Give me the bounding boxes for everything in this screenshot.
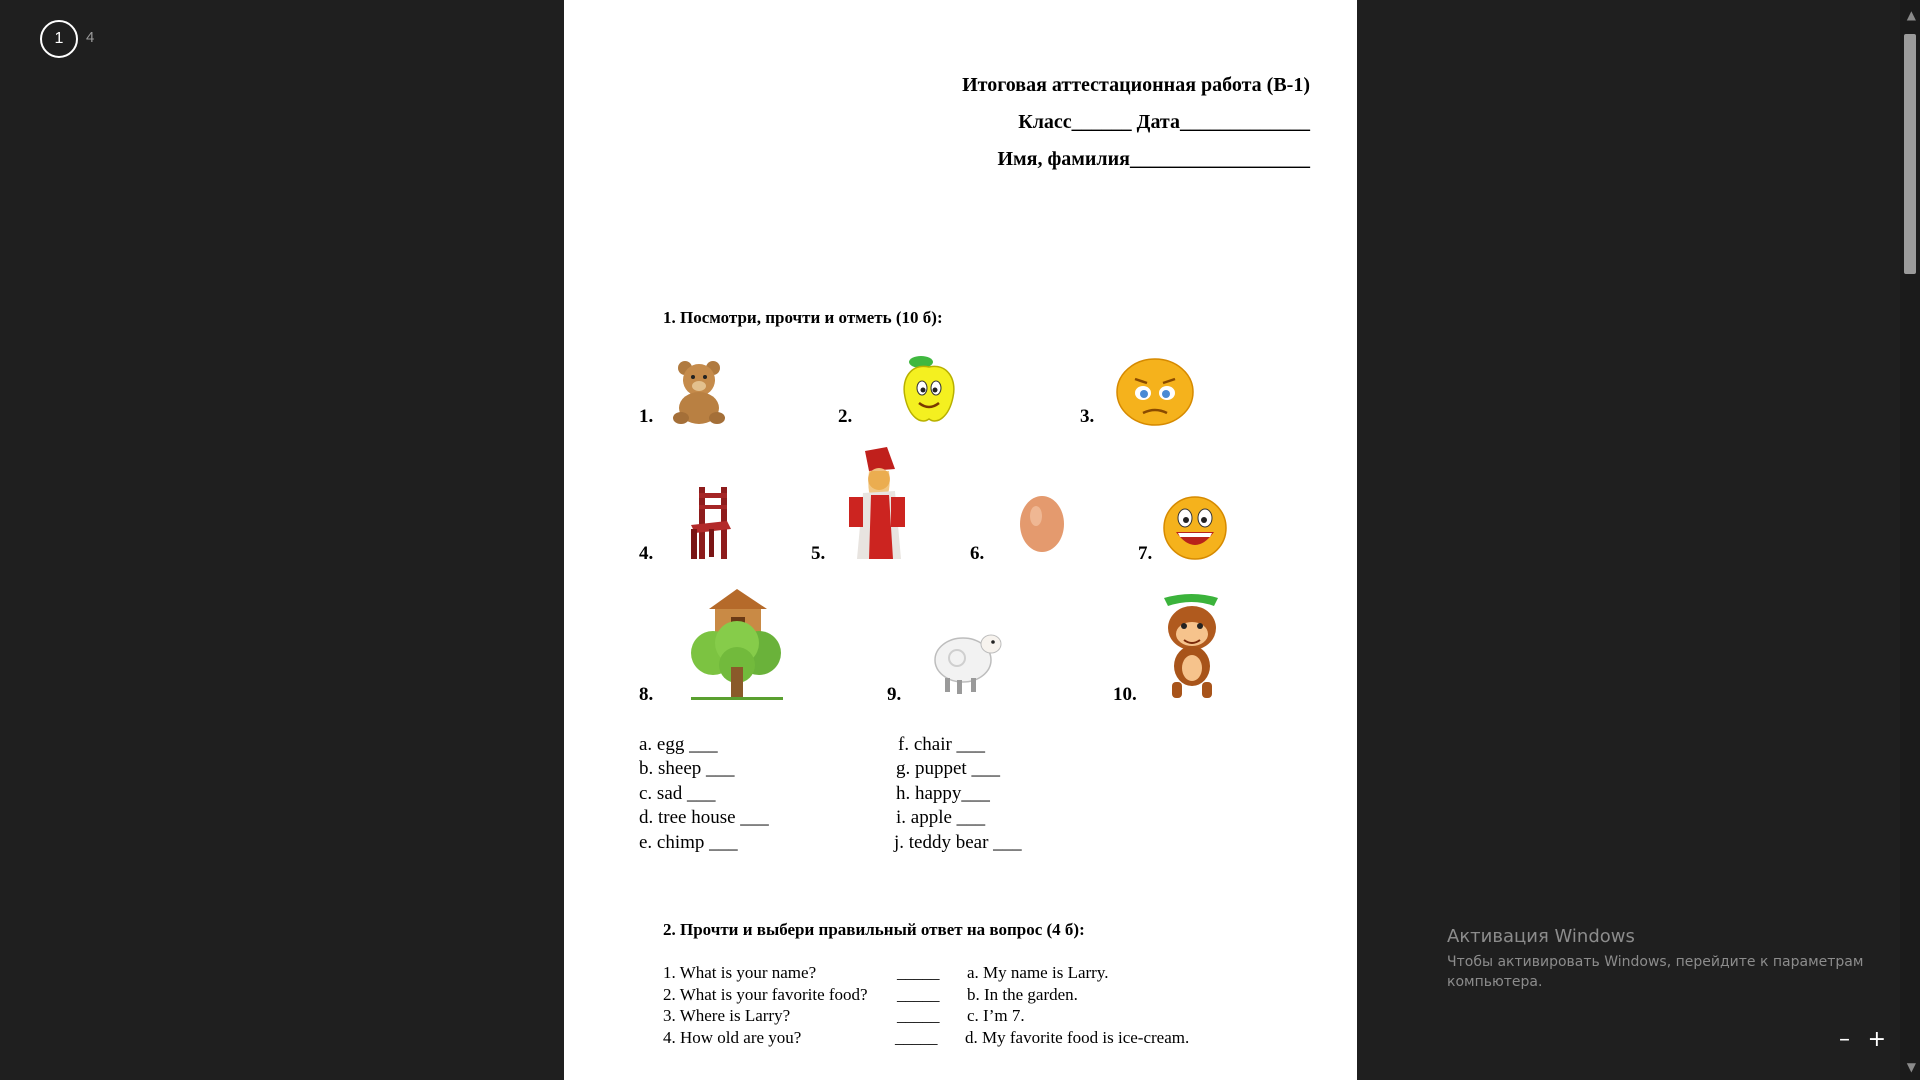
activation-text: Чтобы активировать Windows, перейдите к параметрам компьютера. xyxy=(1447,954,1864,990)
answer-option: a. My name is Larry. xyxy=(967,963,1109,982)
picture-number: 7. xyxy=(1138,543,1153,564)
scrollbar-thumb[interactable] xyxy=(1904,34,1916,274)
word-item: c. sad ___ xyxy=(639,783,716,804)
scroll-up-icon[interactable]: ▲ xyxy=(1906,8,1916,22)
word-item: i. apple ___ xyxy=(896,807,986,828)
answer-option: b. In the garden. xyxy=(967,985,1078,1004)
picture-number: 2. xyxy=(838,406,853,427)
answer-blank: _____ xyxy=(897,963,940,982)
word-item: f. chair ___ xyxy=(898,734,986,755)
current-page-indicator[interactable] xyxy=(40,20,78,58)
answer-option: c. I’m 7. xyxy=(967,1006,1025,1025)
word-item: e. chimp ___ xyxy=(639,832,738,853)
document-page xyxy=(564,0,1357,1080)
zoom-in-button[interactable]: + xyxy=(1867,1027,1886,1052)
picture-number: 1. xyxy=(639,406,654,427)
sheep-icon xyxy=(928,622,1008,698)
total-pages-label: 4 xyxy=(86,29,95,46)
question-item: 4. How old are you? xyxy=(663,1028,802,1047)
current-page-number: 1 xyxy=(54,30,64,47)
tree-house-icon xyxy=(684,586,788,702)
picture-number: 6. xyxy=(970,543,985,564)
zoom-out-button[interactable]: – xyxy=(1839,1027,1850,1052)
apple-face-icon xyxy=(894,352,964,428)
sad-face-icon xyxy=(1112,354,1198,430)
question-item: 3. Where is Larry? xyxy=(663,1006,791,1025)
word-item: b. sheep ___ xyxy=(639,758,735,779)
vertical-scrollbar[interactable] xyxy=(1900,0,1920,1080)
word-item: g. puppet ___ xyxy=(896,758,1000,779)
scroll-down-icon[interactable]: ▼ xyxy=(1906,1060,1916,1074)
word-item: j. teddy bear ___ xyxy=(894,832,1022,853)
picture-number: 3. xyxy=(1080,406,1095,427)
picture-number: 10. xyxy=(1113,684,1137,705)
answer-blank: _____ xyxy=(895,1028,938,1047)
answer-blank: _____ xyxy=(897,1006,940,1025)
monkey-icon xyxy=(1152,590,1232,702)
answer-blank: _____ xyxy=(897,985,940,1004)
teddy-bear-icon xyxy=(664,356,734,428)
document-title: Итоговая аттестационная работа (В-1) xyxy=(962,74,1310,96)
picture-number: 8. xyxy=(639,684,654,705)
happy-face-icon xyxy=(1158,488,1232,562)
name-line: Имя, фамилия__________________ xyxy=(997,148,1310,170)
question-item: 2. What is your favorite food? xyxy=(663,985,868,1004)
picture-number: 9. xyxy=(887,684,902,705)
egg-icon xyxy=(1016,486,1068,556)
picture-number: 4. xyxy=(639,543,654,564)
word-item: a. egg ___ xyxy=(639,734,718,755)
activation-title: Активация Windows xyxy=(1447,926,1635,947)
answer-option: d. My favorite food is ice-cream. xyxy=(965,1028,1190,1047)
word-item: h. happy___ xyxy=(896,783,990,804)
word-item: d. tree house ___ xyxy=(639,807,769,828)
task2-title: 2. Прочти и выбери правильный ответ на вопрос (4 б): xyxy=(663,920,1085,939)
class-date-line: Класс______ Дата_____________ xyxy=(1018,111,1310,133)
task1-title: 1. Посмотри, прочти и отметь (10 б): xyxy=(663,308,943,327)
puppet-icon xyxy=(846,446,908,562)
question-item: 1. What is your name? xyxy=(663,963,817,982)
picture-number: 5. xyxy=(811,543,826,564)
chair-icon xyxy=(686,484,736,560)
